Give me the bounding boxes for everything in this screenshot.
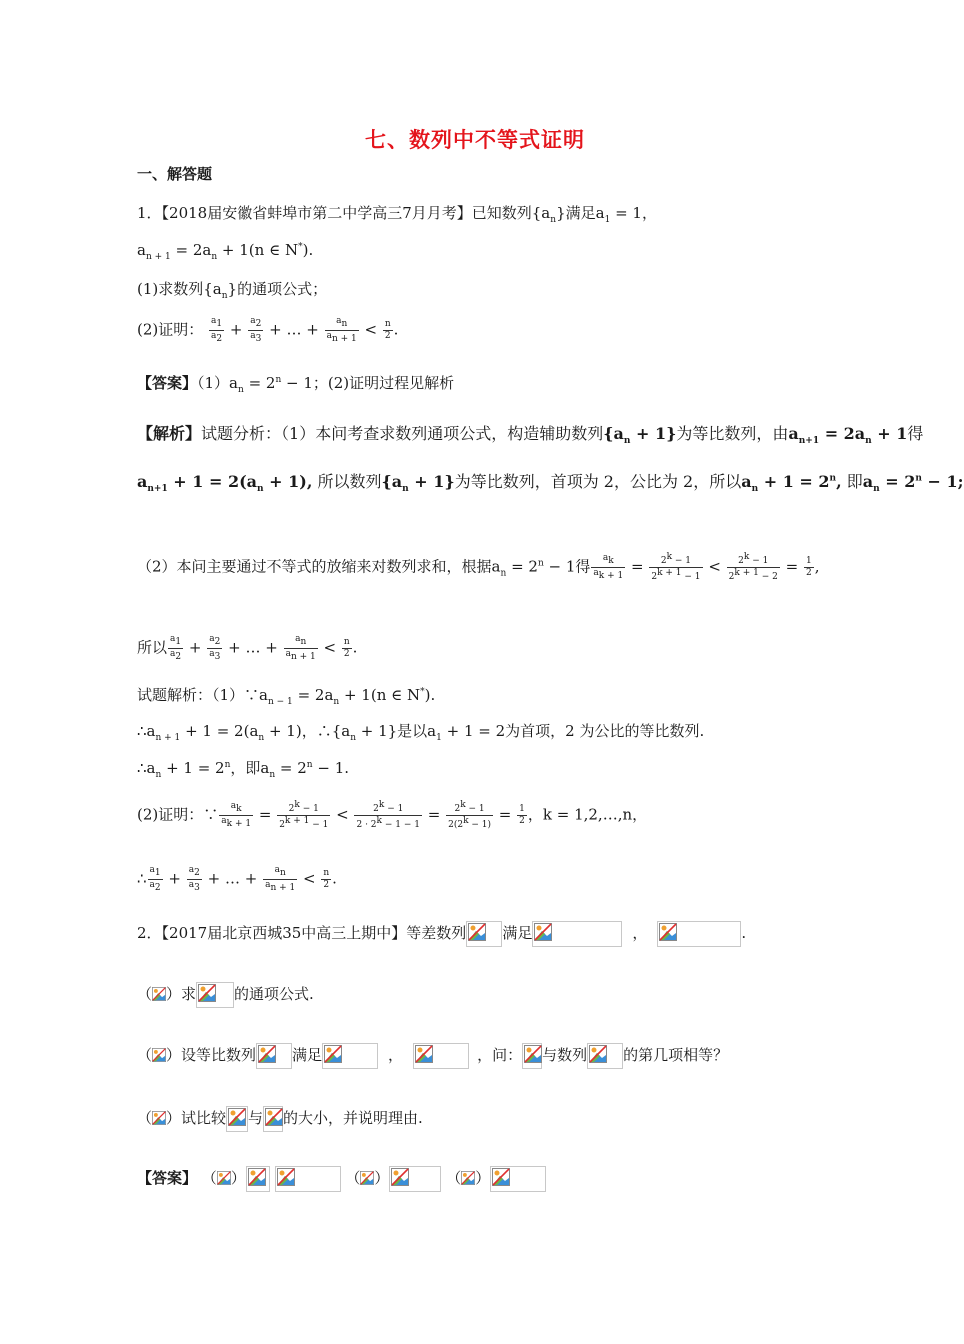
- q1-solution-4: (2)证明：∵ $\frac{a_k}{a_{k + 1}}$ = $\frac{2^k - 1}{2^{k + 1} - 1}$ < $\frac{2^k - 1}{2 \cdot 2^k - 1 - 1}$ = $\frac{2^k - 1}{2(2^k - 1)}$ = $\frac{1}{2}$ ，k = 1,2,…,n，: [137, 800, 648, 830]
- q1-so: 所以 $\frac{a_1}{a_2}$ + $\frac{a_2}{a_3}$ + … + $\frac{a_n}{a_{n + 1}}$ < $\frac{n}{2}$ .: [137, 634, 358, 662]
- q1-solution-2: $\therefore a_{n + 1} + 1 = 2(a_n + 1)$，$\therefore\{a_n + 1\}$是以$a_1 + 1 = 2$为首项，2 为公比的等比数列.: [137, 722, 705, 743]
- q1-line2: $a_{n + 1} = 2a_n + 1(n$ ∈ N*).: [137, 241, 314, 262]
- broken-image-icon: [217, 1170, 231, 1188]
- broken-image-icon: [532, 921, 622, 947]
- broken-image-icon: [152, 1110, 166, 1128]
- q1-line1: 1．【2018届安徽省蚌埠市第二中学高三7月月考】已知数列$\{a_n\}$满足$a_1 = 1$，: [137, 204, 657, 225]
- q1-analysis-2: $a_{n+1} + 1 = 2(a_n + 1)$, 所以数列$\{a_n + 1\}$为等比数列，首项为 2，公比为 2，所以$a_n + 1 = 2^n$, 即$a_n = 2^n - 1$;: [137, 472, 964, 495]
- broken-image-icon: [226, 1106, 248, 1132]
- broken-image-icon: [152, 986, 166, 1004]
- broken-image-icon: [275, 1166, 341, 1192]
- q2-answer: 【答案】 （ ） （ ） （ ）: [137, 1166, 546, 1192]
- q2-part1: （ ）求 的通项公式.: [137, 982, 314, 1008]
- broken-image-icon: [360, 1170, 374, 1188]
- q1-solution-1: 试题解析：$(1)\because a_{n - 1} = 2a_n + 1(n$ ∈ N*).: [137, 686, 436, 707]
- broken-image-icon: [152, 1047, 166, 1065]
- section-heading: 一、解答题: [137, 165, 213, 183]
- broken-image-icon: [196, 982, 234, 1008]
- q1-part2: (2)证明： $\frac{a_1}{a_2}$ + $\frac{a_2}{a_3}$ + … + $\frac{a_n}{a_{n + 1}}$ < $\frac{n}{2}$ .: [137, 316, 399, 344]
- q2-part2: （ ）设等比数列 满足 ， ，问： 与数列 的第几项相等？: [137, 1043, 728, 1069]
- q1-answer: 【答案】$(1)a_n = 2^n - 1$；(2)证明过程见解析: [137, 374, 455, 395]
- broken-image-icon: [461, 1170, 475, 1188]
- broken-image-icon: [246, 1166, 270, 1192]
- q1-solution-3: $\therefore a_n + 1 = 2^n$，即$a_n = 2^n - 1$.: [137, 759, 350, 780]
- broken-image-icon: [413, 1043, 469, 1069]
- broken-image-icon: [466, 921, 502, 947]
- broken-image-icon: [322, 1043, 378, 1069]
- q1-solution-5: ∴ $\frac{a_1}{a_2}$ + $\frac{a_2}{a_3}$ + … + $\frac{a_n}{a_{n + 1}}$ < $\frac{n}{2}$ .: [137, 865, 337, 893]
- q2-part3: （ ）试比较 与 的大小，并说明理由.: [137, 1106, 423, 1132]
- q1-part1: (1)求数列$\{a_n\}$的通项公式；: [137, 280, 328, 301]
- page-title: 七、数列中不等式证明: [365, 128, 585, 152]
- broken-image-icon: [657, 921, 741, 947]
- broken-image-icon: [490, 1166, 546, 1192]
- q2-line1: 2．【2017届北京西城35中高三上期中】等差数列 满足 ， .: [137, 921, 746, 947]
- q1-analysis-1: 【解析】试题分析：（1）本问考查求数列通项公式，构造辅助数列$\{a_n + 1\}$为等比数列，由$a_{n+1} = 2a_n + 1$得: [137, 424, 924, 447]
- broken-image-icon: [256, 1043, 292, 1069]
- broken-image-icon: [587, 1043, 623, 1069]
- q1-analysis-3: （2）本问主要通过不等式的放缩来对数列求和，根据$a_n = 2^n - 1$得 $\frac{a_k}{a_{k + 1}}$ = $\frac{2^k - 1}{2^{k + 1} - 1}$ < $\frac{2^k - 1}{2^{k + 1} - 2}$ = $\frac{1}{2}$ ,: [137, 552, 820, 582]
- broken-image-icon: [389, 1166, 441, 1192]
- broken-image-icon: [263, 1106, 283, 1132]
- broken-image-icon: [522, 1043, 542, 1069]
